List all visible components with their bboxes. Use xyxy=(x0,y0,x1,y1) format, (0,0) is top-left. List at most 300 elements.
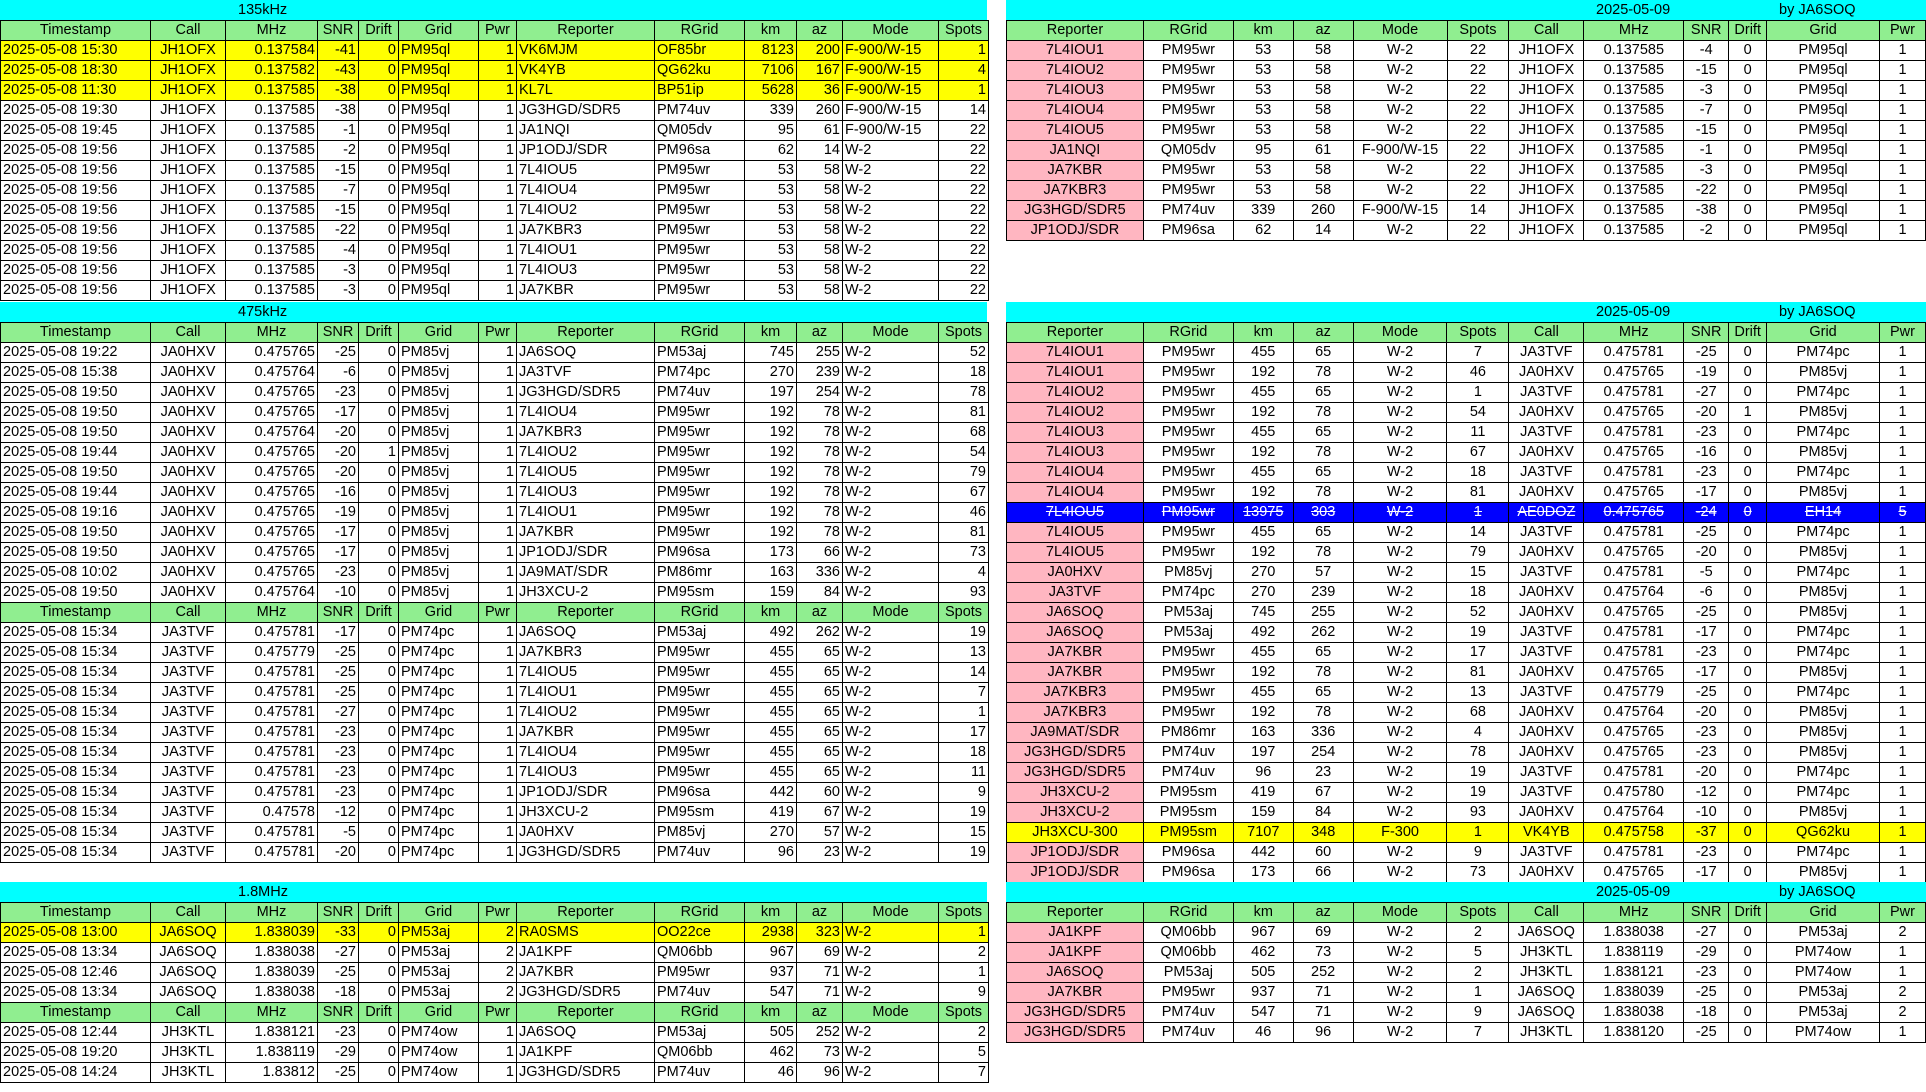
table-cell: PM95wr xyxy=(1143,503,1233,523)
column-header: SNR xyxy=(1684,903,1729,923)
table-cell: 58 xyxy=(1293,121,1353,141)
column-header: km xyxy=(1233,903,1293,923)
table-row xyxy=(1,363,989,383)
table-cell: 0 xyxy=(1729,783,1767,803)
table-cell: W-2 xyxy=(1353,803,1447,823)
table-cell: 65 xyxy=(1293,383,1353,403)
table-cell: 1 xyxy=(479,141,517,161)
table-cell: 0.137582 xyxy=(226,61,318,81)
table-cell: 58 xyxy=(797,161,843,181)
table-cell: 0 xyxy=(359,803,399,823)
column-header: MHz xyxy=(226,903,318,923)
table-cell: 93 xyxy=(1447,803,1509,823)
table-cell: 0.137585 xyxy=(226,221,318,241)
table-cell: JP1ODJ/SDR xyxy=(517,783,655,803)
table-cell: 61 xyxy=(1293,141,1353,161)
table-cell: JA3TVF xyxy=(1509,523,1584,543)
table-row xyxy=(1,743,989,763)
table-cell: JA3TVF xyxy=(1509,783,1584,803)
table-cell: W-2 xyxy=(843,843,939,863)
column-header: az xyxy=(797,903,843,923)
table-cell: PM74pc xyxy=(399,743,479,763)
table-cell: 163 xyxy=(745,563,797,583)
table-cell: JA3TVF xyxy=(151,823,226,843)
table-cell: 2 xyxy=(1447,923,1509,943)
table-cell: 22 xyxy=(939,201,989,221)
column-header: MHz xyxy=(226,1003,318,1023)
table-cell: 36 xyxy=(797,81,843,101)
table-cell: W-2 xyxy=(843,703,939,723)
table-cell: JA3TVF xyxy=(151,663,226,683)
table-cell: 455 xyxy=(745,723,797,743)
table-cell: JA7KBR3 xyxy=(517,423,655,443)
table-cell: 1 xyxy=(479,261,517,281)
column-header: km xyxy=(745,603,797,623)
column-header: az xyxy=(797,21,843,41)
table-cell: PM74pc xyxy=(1767,763,1880,783)
table-cell: 9 xyxy=(1447,1003,1509,1023)
table-cell: PM74pc xyxy=(399,703,479,723)
table-cell: -20 xyxy=(1684,703,1729,723)
table-cell: PM95wr xyxy=(655,963,745,983)
table-cell: 1 xyxy=(1879,803,1925,823)
table-cell: 0.475764 xyxy=(1584,803,1684,823)
table-cell: -12 xyxy=(1684,783,1729,803)
table-row xyxy=(1007,563,1926,583)
table-cell: 78 xyxy=(939,383,989,403)
table-cell: PM74pc xyxy=(399,663,479,683)
table-cell: 1.838038 xyxy=(226,983,318,1003)
table-cell: 0.137585 xyxy=(1584,221,1684,241)
table-cell: 1.838039 xyxy=(226,963,318,983)
table-cell: JH3KTL xyxy=(151,1063,226,1083)
table-cell: W-2 xyxy=(843,443,939,463)
table-cell: JA6SOQ xyxy=(151,943,226,963)
table-cell: 7L4IOU3 xyxy=(517,261,655,281)
table-cell: -6 xyxy=(318,363,359,383)
table-cell: 71 xyxy=(797,963,843,983)
table-cell: 0 xyxy=(1729,363,1767,383)
table-cell: 0 xyxy=(359,383,399,403)
column-header: Spots xyxy=(939,1003,989,1023)
table-cell: 455 xyxy=(745,743,797,763)
table-cell: 200 xyxy=(797,41,843,61)
table-cell: 2025-05-08 13:34 xyxy=(1,943,151,963)
table-cell: W-2 xyxy=(843,463,939,483)
table-cell: 1 xyxy=(1879,623,1925,643)
table-cell: PM95ql xyxy=(1767,181,1880,201)
table-cell: 58 xyxy=(797,221,843,241)
table-cell: W-2 xyxy=(843,823,939,843)
table-cell: F-900/W-15 xyxy=(843,41,939,61)
table-row xyxy=(1,41,989,61)
table-cell: 254 xyxy=(1293,743,1353,763)
table-row xyxy=(1,281,989,301)
table-cell: 65 xyxy=(797,763,843,783)
table-cell: 0 xyxy=(1729,41,1767,61)
table-cell: 22 xyxy=(1447,221,1509,241)
table-cell: W-2 xyxy=(843,423,939,443)
table-cell: W-2 xyxy=(843,683,939,703)
table-cell: PM85vj xyxy=(655,823,745,843)
table-header-row xyxy=(1,1003,989,1023)
table-cell: 7 xyxy=(939,1063,989,1083)
table-cell: 53 xyxy=(745,201,797,221)
table-cell: 0 xyxy=(1729,723,1767,743)
table-cell: 455 xyxy=(1233,523,1293,543)
table-cell: 547 xyxy=(1233,1003,1293,1023)
table-cell: 7 xyxy=(1447,1023,1509,1043)
table-cell: JA6SOQ xyxy=(517,1023,655,1043)
column-header: Drift xyxy=(359,603,399,623)
column-header: Timestamp xyxy=(1,903,151,923)
column-header: km xyxy=(745,323,797,343)
table-cell: -27 xyxy=(1684,923,1729,943)
table-cell: PM95wr xyxy=(1143,403,1233,423)
table-cell: JA0HXV xyxy=(1509,483,1584,503)
table-cell: 23 xyxy=(797,843,843,863)
reporter-cell: JH3XCU-2 xyxy=(1007,783,1144,803)
table-cell: 1 xyxy=(1879,201,1925,221)
table-cell: 0 xyxy=(1729,1023,1767,1043)
table-cell: 0 xyxy=(359,543,399,563)
reporter-cell: JA0HXV xyxy=(1007,563,1144,583)
table-cell: 0 xyxy=(359,221,399,241)
column-header: km xyxy=(745,1003,797,1023)
column-header: Drift xyxy=(359,903,399,923)
table-cell: 0 xyxy=(1729,121,1767,141)
table-cell: F-900/W-15 xyxy=(843,121,939,141)
table-cell: 0 xyxy=(1729,863,1767,883)
table-cell: 0.137585 xyxy=(226,161,318,181)
table-cell: 0.475765 xyxy=(226,503,318,523)
table-cell: -23 xyxy=(1684,463,1729,483)
table-cell: 54 xyxy=(939,443,989,463)
table-cell: 2 xyxy=(479,963,517,983)
table-cell: 2025-05-08 15:34 xyxy=(1,643,151,663)
table-cell: PM85vj xyxy=(1767,663,1880,683)
table-cell: PM96sa xyxy=(655,543,745,563)
table-cell: JA0HXV xyxy=(1509,583,1584,603)
table-cell: W-2 xyxy=(1353,1003,1447,1023)
table-cell: -23 xyxy=(318,783,359,803)
table-cell: 0 xyxy=(359,201,399,221)
column-header: Spots xyxy=(939,603,989,623)
table-cell: W-2 xyxy=(843,161,939,181)
table-cell: 1 xyxy=(479,41,517,61)
reporter-cell: JA7KBR xyxy=(1007,161,1144,181)
table-cell: 2025-05-08 15:38 xyxy=(1,363,151,383)
table-row xyxy=(1007,343,1926,363)
table-cell: -27 xyxy=(318,703,359,723)
table-cell: 0 xyxy=(1729,181,1767,201)
table-cell: 7L4IOU4 xyxy=(517,743,655,763)
table-cell: -23 xyxy=(318,743,359,763)
spots-table-1-8mhz-jh3ktl xyxy=(0,1002,989,1083)
table-cell: 455 xyxy=(745,763,797,783)
table-cell: -17 xyxy=(1684,863,1729,883)
table-cell: 1 xyxy=(479,281,517,301)
table-cell: 455 xyxy=(1233,683,1293,703)
table-cell: JA0HXV xyxy=(151,483,226,503)
table-cell: JH3XCU-2 xyxy=(517,583,655,603)
table-cell: 93 xyxy=(939,583,989,603)
table-row xyxy=(1007,1003,1926,1023)
table-cell: -2 xyxy=(318,141,359,161)
table-cell: 60 xyxy=(797,783,843,803)
table-cell: 0 xyxy=(359,983,399,1003)
reporter-cell: 7L4IOU2 xyxy=(1007,383,1144,403)
table-cell: JA7KBR3 xyxy=(517,643,655,663)
table-cell: 0 xyxy=(359,763,399,783)
table-cell: PM85vj xyxy=(399,463,479,483)
table-cell: JH1OFX xyxy=(1509,181,1584,201)
column-header: Timestamp xyxy=(1,21,151,41)
table-cell: 14 xyxy=(1293,221,1353,241)
table-cell: -23 xyxy=(1684,963,1729,983)
table-row xyxy=(1007,61,1926,81)
table-cell: JA3TVF xyxy=(151,683,226,703)
table-cell: 336 xyxy=(797,563,843,583)
column-header: SNR xyxy=(318,21,359,41)
column-header: Mode xyxy=(843,603,939,623)
table-cell: 0.475765 xyxy=(226,483,318,503)
table-cell: 58 xyxy=(1293,81,1353,101)
table-cell: 0 xyxy=(1729,101,1767,121)
table-cell: -3 xyxy=(1684,81,1729,101)
table-row xyxy=(1007,623,1926,643)
table-cell: 348 xyxy=(1293,823,1353,843)
table-cell: PM95ql xyxy=(399,81,479,101)
table-cell: 0 xyxy=(359,683,399,703)
table-cell: -17 xyxy=(318,543,359,563)
table-cell: -20 xyxy=(318,423,359,443)
table-cell: -25 xyxy=(318,1063,359,1083)
column-header: Drift xyxy=(1729,323,1767,343)
table-cell: 239 xyxy=(1293,583,1353,603)
table-cell: 0 xyxy=(1729,1003,1767,1023)
table-cell: 455 xyxy=(1233,463,1293,483)
table-cell: W-2 xyxy=(843,281,939,301)
table-cell: 270 xyxy=(745,363,797,383)
table-cell: W-2 xyxy=(1353,41,1447,61)
table-cell: 0.137585 xyxy=(226,101,318,121)
table-cell: JA3TVF xyxy=(1509,763,1584,783)
table-header-row xyxy=(1,323,989,343)
table-cell: JA3TVF xyxy=(1509,463,1584,483)
table-cell: -15 xyxy=(1684,121,1729,141)
table-cell: 78 xyxy=(1293,543,1353,563)
table-cell: -5 xyxy=(318,823,359,843)
table-cell: 5 xyxy=(1447,943,1509,963)
table-cell: 1 xyxy=(1447,503,1509,523)
table-cell: 339 xyxy=(1233,201,1293,221)
table-cell: 1 xyxy=(479,483,517,503)
table-cell: 53 xyxy=(745,261,797,281)
column-header: Grid xyxy=(399,323,479,343)
table-cell: W-2 xyxy=(843,963,939,983)
table-cell: PM85vj xyxy=(399,563,479,583)
table-cell: PM53aj xyxy=(399,943,479,963)
table-cell: -4 xyxy=(1684,41,1729,61)
table-cell: 18 xyxy=(939,743,989,763)
table-cell: 5 xyxy=(1879,503,1925,523)
column-header: Grid xyxy=(399,21,479,41)
table-cell: JH3KTL xyxy=(1509,943,1584,963)
table-cell: JA3TVF xyxy=(151,743,226,763)
table-cell: 192 xyxy=(745,403,797,423)
table-cell: -19 xyxy=(1684,363,1729,383)
table-cell: 0 xyxy=(359,743,399,763)
table-cell: PM74pc xyxy=(399,643,479,663)
table-cell: JH1OFX xyxy=(151,261,226,281)
table-cell: 1 xyxy=(479,823,517,843)
table-cell: PM74pc xyxy=(1767,343,1880,363)
table-row xyxy=(1,943,989,963)
table-cell: 159 xyxy=(1233,803,1293,823)
column-header: Grid xyxy=(399,903,479,923)
table-cell: 17 xyxy=(1447,643,1509,663)
table-header-row xyxy=(1,903,989,923)
table-cell: JA7KBR3 xyxy=(517,221,655,241)
table-cell: W-2 xyxy=(1353,683,1447,703)
table-cell: 0 xyxy=(1729,943,1767,963)
table-cell: 2025-05-08 19:56 xyxy=(1,201,151,221)
table-row xyxy=(1007,363,1926,383)
table-cell: 0 xyxy=(359,703,399,723)
table-cell: -17 xyxy=(318,403,359,423)
table-cell: JA0HXV xyxy=(1509,663,1584,683)
column-header: az xyxy=(1293,903,1353,923)
table-cell: 22 xyxy=(939,261,989,281)
table-cell: PM95wr xyxy=(655,763,745,783)
table-cell: 79 xyxy=(1447,543,1509,563)
table-row xyxy=(1007,723,1926,743)
table-cell: JH1OFX xyxy=(151,221,226,241)
table-cell: 14 xyxy=(797,141,843,161)
table-cell: W-2 xyxy=(1353,563,1447,583)
table-cell: 0.475780 xyxy=(1584,783,1684,803)
table-cell: 5 xyxy=(939,1043,989,1063)
table-cell: 1 xyxy=(479,181,517,201)
reporter-cell: 7L4IOU2 xyxy=(1007,403,1144,423)
table-cell: 1 xyxy=(1879,41,1925,61)
column-header: az xyxy=(797,323,843,343)
table-cell: PM74pc xyxy=(1767,623,1880,643)
table-cell: JA0HXV xyxy=(151,343,226,363)
table-cell: 1 xyxy=(479,623,517,643)
table-cell: 0.475765 xyxy=(226,463,318,483)
table-cell: 1 xyxy=(939,81,989,101)
table-cell: 0.475781 xyxy=(1584,383,1684,403)
table-cell: 1 xyxy=(1879,101,1925,121)
column-header: RGrid xyxy=(655,21,745,41)
table-cell: JA0HXV xyxy=(1509,443,1584,463)
table-cell: W-2 xyxy=(1353,583,1447,603)
table-cell: 0 xyxy=(1729,343,1767,363)
table-cell: PM85vj xyxy=(1767,703,1880,723)
table-cell: W-2 xyxy=(1353,181,1447,201)
table-cell: 1 xyxy=(1879,181,1925,201)
table-row xyxy=(1,423,989,443)
table-cell: 1 xyxy=(479,423,517,443)
table-cell: 0.137585 xyxy=(1584,81,1684,101)
table-cell: 1 xyxy=(479,643,517,663)
column-header: RGrid xyxy=(655,1003,745,1023)
column-header: Reporter xyxy=(1007,323,1144,343)
column-header: Reporter xyxy=(517,323,655,343)
table-cell: W-2 xyxy=(1353,923,1447,943)
table-cell: 0 xyxy=(359,463,399,483)
band-label: 475kHz xyxy=(238,304,288,320)
table-cell: W-2 xyxy=(1353,843,1447,863)
table-cell: W-2 xyxy=(1353,623,1447,643)
table-cell: PM74uv xyxy=(655,983,745,1003)
report-author: by JA6SOQ xyxy=(1779,2,1856,18)
table-cell: W-2 xyxy=(1353,503,1447,523)
table-cell: JH1OFX xyxy=(151,281,226,301)
table-row xyxy=(1,563,989,583)
table-cell: 2025-05-08 15:34 xyxy=(1,803,151,823)
table-cell: W-2 xyxy=(843,723,939,743)
table-cell: 0 xyxy=(359,61,399,81)
table-cell: 0 xyxy=(359,843,399,863)
column-header: Mode xyxy=(843,1003,939,1023)
table-cell: -25 xyxy=(318,683,359,703)
table-cell: 81 xyxy=(939,403,989,423)
table-cell: -27 xyxy=(1684,383,1729,403)
table-cell: 323 xyxy=(797,923,843,943)
table-row xyxy=(1007,483,1926,503)
table-cell: PM74pc xyxy=(1767,563,1880,583)
table-cell: 73 xyxy=(1447,863,1509,883)
column-header: RGrid xyxy=(655,903,745,923)
table-cell: 163 xyxy=(1233,723,1293,743)
table-cell: -23 xyxy=(318,383,359,403)
table-cell: 0.475781 xyxy=(1584,343,1684,363)
column-header: Pwr xyxy=(479,21,517,41)
table-row xyxy=(1,1023,989,1043)
table-cell: PM95wr xyxy=(1143,463,1233,483)
table-cell: 73 xyxy=(797,1043,843,1063)
table-row xyxy=(1,201,989,221)
table-cell: 0.137584 xyxy=(226,41,318,61)
table-cell: PM95ql xyxy=(399,221,479,241)
table-cell: PM74pc xyxy=(1767,383,1880,403)
table-cell: JA3TVF xyxy=(1509,563,1584,583)
table-cell: 14 xyxy=(1447,523,1509,543)
table-row xyxy=(1,963,989,983)
table-cell: W-2 xyxy=(1353,483,1447,503)
table-cell: 442 xyxy=(745,783,797,803)
table-cell: 1 xyxy=(1879,523,1925,543)
table-cell: JA0HXV xyxy=(1509,403,1584,423)
table-cell: PM95wr xyxy=(1143,121,1233,141)
table-cell: 462 xyxy=(1233,943,1293,963)
table-cell: 339 xyxy=(745,101,797,121)
table-cell: 0 xyxy=(359,1023,399,1043)
table-cell: W-2 xyxy=(843,643,939,663)
table-cell: QG62ku xyxy=(655,61,745,81)
table-cell: 0 xyxy=(359,483,399,503)
reporter-cell: JA7KBR3 xyxy=(1007,703,1144,723)
table-cell: 1 xyxy=(1879,443,1925,463)
table-cell: PM74pc xyxy=(399,843,479,863)
table-cell: PM53aj xyxy=(655,623,745,643)
table-cell: PM95ql xyxy=(399,161,479,181)
table-cell: 0.47578 xyxy=(226,803,318,823)
table-cell: 0.475765 xyxy=(226,403,318,423)
